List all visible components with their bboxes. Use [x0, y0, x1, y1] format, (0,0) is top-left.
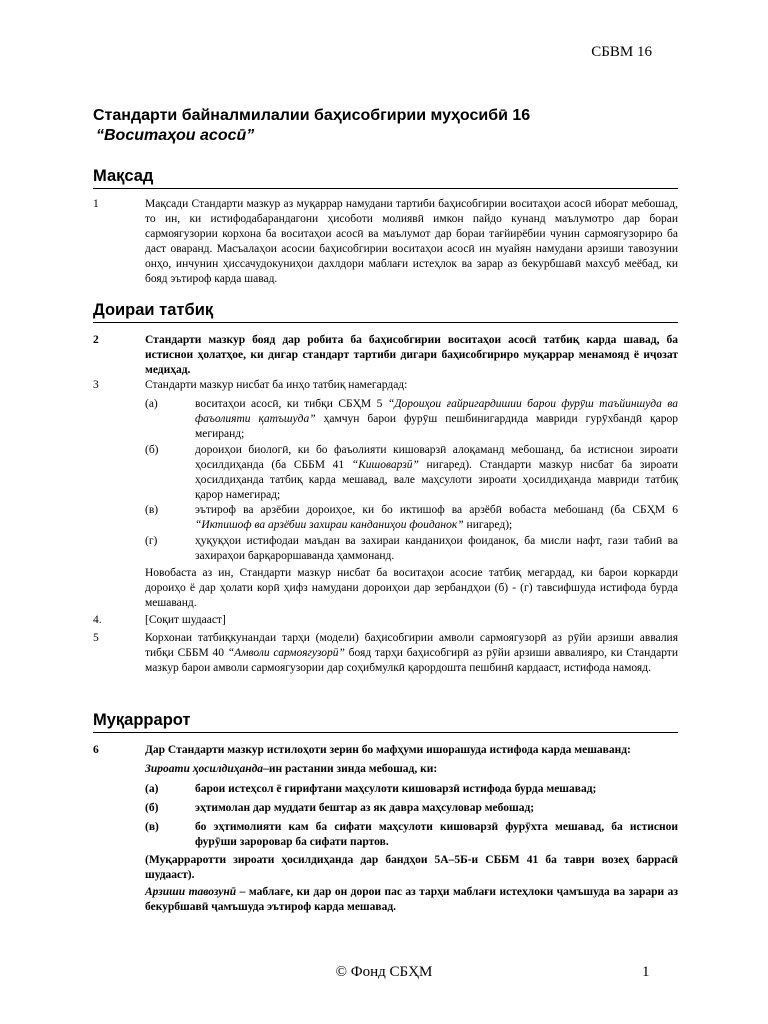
footer-copyright: © Фонд СБҲМ: [335, 964, 433, 980]
definition-crop: Зироати ҳосилдиҳанда–ин растании зинда мебошад, ки:: [145, 763, 438, 775]
document-title: [93, 106, 683, 146]
list-item: [145, 397, 678, 442]
list-label: (в): [145, 821, 159, 833]
paragraph-5: [93, 631, 678, 676]
paragraph-number: 6: [93, 744, 99, 756]
standard-code: СБВМ 16: [591, 44, 652, 60]
section-heading-provisions: Муқаррарот: [93, 710, 678, 733]
paragraph-number: 4.: [93, 614, 102, 626]
paragraph-number: 2: [93, 334, 99, 346]
list-text: воситаҳои асосӣ, ки тибқи СБҲМ 5 “Дороиҳои ғайригардишии барои фурӯш таъйиншуда ва фаъолияти қатъшуда” ҳамчун барои фурӯш пешбинигардида мавриди гурӯхбандӣ қарор мегиранд;: [195, 398, 678, 440]
list-item: [145, 820, 678, 850]
title-main: Стандарти байналмилалии баҳисобгирии муҳосибӣ 16: [93, 107, 531, 124]
list-text: ҳуқуқҳои истифодаи маъдан ва захираи канданиҳои фоиданок, ба мисли нафт, гази табиӣ ва захираҳои барқароршаванда ҳаммонанд.: [195, 535, 678, 562]
paragraph-note: Новобаста аз ин, Стандарти мазкур нисбат ба воситаҳои асосие татбиқ мегардад, ки барои коркарди дороиҳо ё дар ҳолати корӣ ҳифз намудани дороиҳои дар зербандҳои (б) - (г) тавсифшуда истифода бурда мешаванд.: [145, 567, 678, 609]
list-text: барои истеҳсол ё гирифтани маҳсулоти кишоварзӣ истифода бурда мешавад;: [195, 783, 597, 795]
paragraph-3: [93, 378, 678, 393]
list-label: (а): [145, 398, 158, 410]
paragraph-text: Корхонаи татбиқкунандаи тарҳи (модели) баҳисобгирии амволи сармоягузорӣ аз рӯйи арзиши аввалия тибқи СББМ 40 “Амволи сармоягузорӣ” бояд тарҳи баҳисобгирӣ аз рӯйи арзиши аввалияро, ки Стандарти мазкур барои амволи сармоягузории дар соҳибмулкӣ қарордошта пешбинӣ кардааст, истифода намояд.: [145, 632, 678, 674]
list-text: эътироф ва арзёбии дороиҳое, ки бо иктишоф ва арзёбӣ вобаста мебошанд (ба СБҲМ 6 “Иктишоф ва арзёбии захираи канданиҳои фоиданок” нигаред);: [195, 504, 678, 531]
section-heading-purpose: Мақсад: [93, 166, 678, 189]
paragraph-1: [93, 197, 678, 287]
paragraph-number: 3: [93, 379, 99, 391]
page-number: 1: [642, 964, 650, 980]
paragraph-text: Мақсади Стандарти мазкур аз муқаррар намудани тартиби баҳисобгирии воситаҳои асосӣ иборат мебошад, то ин, ки истифодабарандагони ҳисоботи молиявӣ имкон пайдо кунанд маълумотро дар бораи сармоягузории корхона ба воситаҳои асосӣ ва маълумот дар бораи тағйирёбии чунин сармоягузориро ба даст оваранд. Масъалаҳои асосии баҳисобгирии воситаҳои асосӣ ин муайян намудани арзиши тавозунии онҳо, инчунин ҳиссачудокуниҳои дахлдори маблағи истеҳлок ва зарар аз бекурбшавӣ махсуб меёбад, ки бояд эътироф карда шавад.: [145, 198, 678, 285]
paragraph-6: [93, 743, 678, 758]
paragraph-4: [93, 613, 678, 628]
list-item: [145, 801, 678, 816]
paragraph-number: 5: [93, 632, 99, 644]
title-sub: “Воситаҳои асосӣ”: [96, 127, 255, 144]
list-item: [145, 503, 678, 533]
list-label: (в): [145, 504, 159, 516]
provision-note: (Муқарраротти зироати ҳосилдиҳанда дар бандҳои 5А–5Б-и СББМ 41 ба таври возеҳ баррасӣ шудааст).: [145, 854, 678, 881]
definition-carrying-amount: Арзиши тавозунӣ – маблағе, ки дар он дорои пас аз тарҳи маблағи истеҳлоки ҷамъшуда ва зарари аз бекурбшавӣ ҷамъшуда эътироф карда мешавад.: [145, 886, 678, 913]
list-label: (а): [145, 783, 159, 795]
list-label: (б): [145, 444, 159, 456]
list-text: бо эҳтимолияти кам ба сифати маҳсулоти кишоварзӣ фурӯхта мешавад, ба истиснои фурӯши зароровар ба сифати партов.: [195, 821, 678, 848]
list-item: [145, 443, 678, 503]
list-label: (г): [145, 535, 158, 547]
paragraph-2: [93, 333, 678, 378]
list-item: [145, 534, 678, 564]
list-item: [145, 782, 678, 797]
list-text: эҳтимолан дар муддати бештар аз як давра маҳсуловар мебошад;: [195, 802, 535, 814]
list-label: (б): [145, 802, 159, 814]
list-text: дороиҳои биологӣ, ки бо фаъолияти кишоварзӣ алоқаманд мебошанд, ба истиснои зироати ҳосилдиҳанда (ба СББМ 41 “Кишоварзӣ” нигаред). Стандарти мазкур нисбат ба зироати ҳосилдиҳанда татбиқ карда мешавад, вале маҳсулоти зироати ҳосилдиҳанда мавриди татбиқ қарор намегирад;: [195, 444, 679, 501]
section-heading-scope: Доираи татбиқ: [93, 300, 678, 323]
paragraph-number: 1: [93, 198, 99, 210]
paragraph-text: [Соқит шудааст]: [145, 614, 226, 626]
paragraph-text: Стандарти мазкур нисбат ба инҳо татбиқ намегардад:: [145, 379, 408, 391]
paragraph-text: Дар Стандарти мазкур истилоҳоти зерин бо мафҳуми ишорашуда истифода карда мешаванд:: [145, 744, 631, 756]
paragraph-text: Стандарти мазкур бояд дар робита ба баҳисобгирии воситаҳои асосӣ татбиқ карда шавад, ба истиснои ҳолатҳое, ки дигар стандарт тартиби дигари баҳисобгириро муқаррар менамояд ё иҷозат медиҳад.: [145, 334, 678, 376]
